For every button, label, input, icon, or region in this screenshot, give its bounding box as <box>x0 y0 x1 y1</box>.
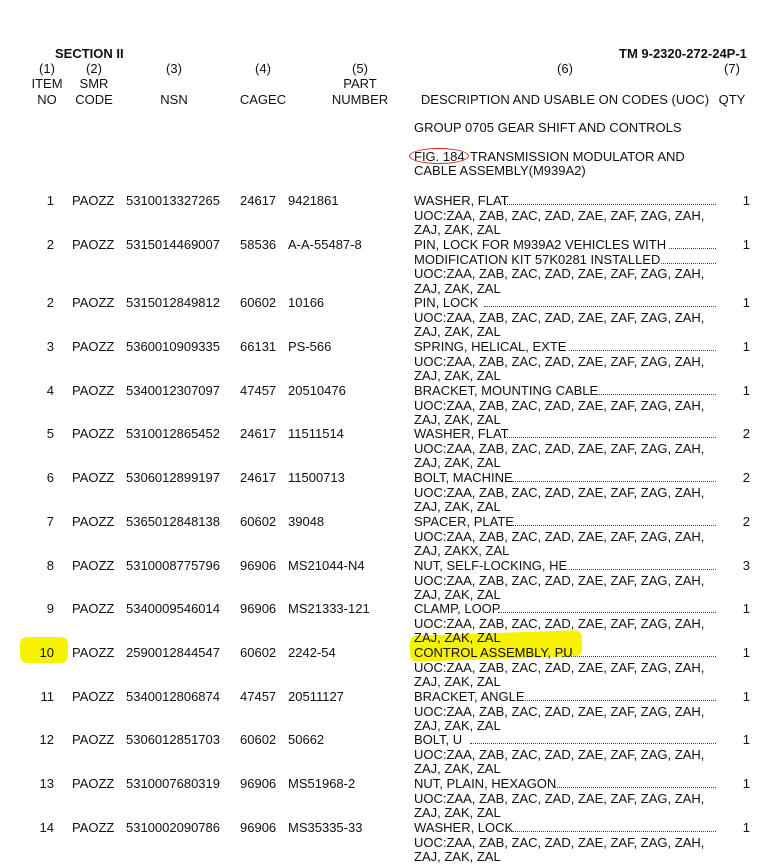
cagec-cell: 58536 <box>240 237 277 252</box>
smr-code-cell: PAOZZ <box>72 601 115 616</box>
description-line: UOC:ZAA, ZAB, ZAC, ZAD, ZAE, ZAF, ZAG, ZAH, <box>414 615 705 631</box>
item-no-cell: 2 <box>46 237 54 252</box>
qty-cell: 1 <box>742 237 750 252</box>
description-line: ZAJ, ZAK, ZAL <box>414 761 501 777</box>
description-line: MODIFICATION KIT 57K0281 INSTALLED <box>414 251 661 267</box>
qty-cell: 1 <box>742 689 750 704</box>
description-cell: PIN, LOCK <box>414 295 479 310</box>
column-label-6-line-2: DESCRIPTION AND USABLE ON CODES (UOC) <box>420 92 710 107</box>
dot-leader <box>505 437 716 438</box>
nsn-cell: 5315012849812 <box>126 295 220 310</box>
description-line: UOC:ZAA, ZAB, ZAC, ZAD, ZAE, ZAF, ZAG, ZAH, <box>414 353 705 369</box>
cagec-cell: 24617 <box>240 426 277 441</box>
column-number-1: (1) <box>39 61 55 76</box>
nsn-cell: 2590012844547 <box>126 645 220 660</box>
dot-leader <box>505 204 716 205</box>
qty-cell: 2 <box>742 426 750 441</box>
description-cell: BOLT, MACHINE <box>414 470 513 485</box>
column-label-4-line-2: CAGEC <box>239 92 287 107</box>
nsn-cell: 5310007680319 <box>126 776 220 791</box>
description-line: ZAJ, ZAK, ZAL <box>414 805 501 821</box>
description-line: ZAJ, ZAKX, ZAL <box>414 543 510 559</box>
smr-code-cell: PAOZZ <box>72 514 115 529</box>
description-line: ZAJ, ZAK, ZAL <box>414 455 501 471</box>
column-number-7: (7) <box>724 61 740 76</box>
cagec-cell: 60602 <box>240 514 277 529</box>
column-label-7-line-2: QTY <box>718 92 746 107</box>
dot-leader <box>661 263 716 264</box>
part-number-cell: 11511514 <box>288 426 344 441</box>
description-line: ZAJ, ZAK, ZAL <box>414 280 501 296</box>
description-line: ZAJ, ZAK, ZAL <box>414 587 501 603</box>
dot-leader <box>505 831 716 832</box>
dot-leader <box>590 394 716 395</box>
smr-code-cell: PAOZZ <box>72 295 115 310</box>
description-line: UOC:ZAA, ZAB, ZAC, ZAD, ZAE, ZAF, ZAG, ZAH, <box>414 207 705 223</box>
part-number-cell: MS35335-33 <box>288 820 363 835</box>
item-no-cell: 2 <box>46 295 54 310</box>
description-line: UOC:ZAA, ZAB, ZAC, ZAD, ZAE, ZAF, ZAG, ZAH, <box>414 572 705 588</box>
description-line: UOC:ZAA, ZAB, ZAC, ZAD, ZAE, ZAF, ZAG, ZAH, <box>414 790 705 806</box>
qty-cell: 1 <box>742 339 750 354</box>
dot-leader <box>562 656 716 657</box>
description-cell: CLAMP, LOOP <box>414 601 501 616</box>
description-cell: NUT, SELF-LOCKING, HE <box>414 558 568 573</box>
description-cell: CONTROL ASSEMBLY, PU <box>414 645 573 660</box>
smr-code-cell: PAOZZ <box>72 426 115 441</box>
description-line: UOC:ZAA, ZAB, ZAC, ZAD, ZAE, ZAF, ZAG, ZAH, <box>414 528 705 544</box>
column-number-3: (3) <box>166 61 182 76</box>
part-number-cell: MS51968-2 <box>288 776 356 791</box>
description-line: UOC:ZAA, ZAB, ZAC, ZAD, ZAE, ZAF, ZAG, ZAH, <box>414 834 705 850</box>
description-line: ZAJ, ZAK, ZAL <box>414 412 501 428</box>
item-no-cell: 1 <box>46 193 54 208</box>
part-number-cell: 50662 <box>288 732 325 747</box>
dot-leader <box>569 350 716 351</box>
description-line: ZAJ, ZAK, ZAL <box>414 849 501 864</box>
item-no-cell: 10 <box>39 645 54 660</box>
column-label-1-line-2: NO <box>37 92 57 107</box>
smr-code-cell: PAOZZ <box>72 776 115 791</box>
qty-cell: 1 <box>742 820 750 835</box>
figure-title-line2: CABLE ASSEMBLY(M939A2) <box>414 163 586 178</box>
description-line: UOC:ZAA, ZAB, ZAC, ZAD, ZAE, ZAF, ZAG, ZAH, <box>414 484 705 500</box>
figure-title-line1: TRANSMISSION MODULATOR AND <box>470 149 685 164</box>
nsn-cell: 5306012851703 <box>126 732 220 747</box>
description-line: ZAJ, ZAK, ZAL <box>414 222 501 238</box>
cagec-cell: 47457 <box>240 383 277 398</box>
part-number-cell: PS-566 <box>288 339 332 354</box>
column-label-1-line-1: ITEM <box>31 76 63 91</box>
column-label-2-line-1: SMR <box>79 76 109 91</box>
part-number-cell: 11500713 <box>288 470 345 485</box>
description-cell: WASHER, FLAT <box>414 426 509 441</box>
column-label-2-line-2: CODE <box>75 92 113 107</box>
description-cell: WASHER, LOCK <box>414 820 514 835</box>
description-line: ZAJ, ZAK, ZAL <box>414 324 501 340</box>
description-line: ZAJ, ZAK, ZAL <box>414 630 501 646</box>
cagec-cell: 66131 <box>240 339 277 354</box>
description-cell: BRACKET, MOUNTING CABLE <box>414 383 599 398</box>
nsn-cell: 5365012848138 <box>126 514 220 529</box>
dot-leader <box>470 743 716 744</box>
smr-code-cell: PAOZZ <box>72 193 115 208</box>
description-line: UOC:ZAA, ZAB, ZAC, ZAD, ZAE, ZAF, ZAG, ZAH, <box>414 309 705 325</box>
tm-number: TM 9-2320-272-24P-1 <box>619 46 747 61</box>
item-no-cell: 4 <box>46 383 54 398</box>
part-number-cell: A-A-55487-8 <box>288 237 362 252</box>
column-label-5-line-2: NUMBER <box>331 92 389 107</box>
qty-cell: 2 <box>742 470 750 485</box>
description-cell: BRACKET, ANGLE <box>414 689 525 704</box>
item-no-cell: 7 <box>46 514 54 529</box>
description-line: ZAJ, ZAK, ZAL <box>414 674 501 690</box>
dot-leader <box>569 569 716 570</box>
dot-leader <box>498 612 716 613</box>
description-line: UOC:ZAA, ZAB, ZAC, ZAD, ZAE, ZAF, ZAG, ZAH, <box>414 746 705 762</box>
part-number-cell: MS21044-N4 <box>288 558 365 573</box>
column-number-4: (4) <box>255 61 271 76</box>
description-line: UOC:ZAA, ZAB, ZAC, ZAD, ZAE, ZAF, ZAG, ZAH, <box>414 266 705 282</box>
column-label-5-line-1: PART <box>343 76 377 91</box>
smr-code-cell: PAOZZ <box>72 558 115 573</box>
nsn-cell: 5360010909335 <box>126 339 220 354</box>
part-number-cell: MS21333-121 <box>288 601 370 616</box>
item-no-cell: 6 <box>46 470 54 485</box>
dot-leader <box>519 700 716 701</box>
dot-leader <box>484 306 716 307</box>
part-number-cell: 20510476 <box>288 383 346 398</box>
part-number-cell: 20511127 <box>288 689 344 704</box>
nsn-cell: 5310002090786 <box>126 820 220 835</box>
figure-label: FIG. 184 <box>414 149 465 164</box>
column-number-2: (2) <box>86 61 102 76</box>
dot-leader <box>512 481 716 482</box>
cagec-cell: 60602 <box>240 732 277 747</box>
item-no-cell: 11 <box>40 689 54 704</box>
column-number-5: (5) <box>352 61 368 76</box>
smr-code-cell: PAOZZ <box>72 383 115 398</box>
description-cell: PIN, LOCK FOR M939A2 VEHICLES WITH <box>414 237 667 252</box>
smr-code-cell: PAOZZ <box>72 820 115 835</box>
description-cell: WASHER, FLAT <box>414 193 509 208</box>
cagec-cell: 60602 <box>240 645 277 660</box>
part-number-cell: 39048 <box>288 514 325 529</box>
cagec-cell: 96906 <box>240 601 277 616</box>
item-no-cell: 3 <box>46 339 54 354</box>
cagec-cell: 96906 <box>240 820 277 835</box>
dot-leader <box>669 248 717 249</box>
nsn-cell: 5310008775796 <box>126 558 220 573</box>
item-no-cell: 12 <box>39 732 54 747</box>
column-number-6: (6) <box>557 61 573 76</box>
description-cell: SPACER, PLATE <box>414 514 514 529</box>
cagec-cell: 24617 <box>240 193 277 208</box>
description-cell: BOLT, U <box>414 732 463 747</box>
cagec-cell: 60602 <box>240 295 277 310</box>
qty-cell: 1 <box>742 295 750 310</box>
description-line: UOC:ZAA, ZAB, ZAC, ZAD, ZAE, ZAF, ZAG, ZAH, <box>414 703 705 719</box>
qty-cell: 2 <box>742 514 750 529</box>
qty-cell: 1 <box>742 776 750 791</box>
smr-code-cell: PAOZZ <box>72 339 115 354</box>
cagec-cell: 96906 <box>240 776 277 791</box>
nsn-cell: 5340009546014 <box>126 601 220 616</box>
qty-cell: 1 <box>742 732 750 747</box>
qty-cell: 1 <box>742 601 750 616</box>
description-line: UOC:ZAA, ZAB, ZAC, ZAD, ZAE, ZAF, ZAG, ZAH, <box>414 440 705 456</box>
description-line: ZAJ, ZAK, ZAL <box>414 718 501 734</box>
qty-cell: 1 <box>742 193 750 208</box>
nsn-cell: 5306012899197 <box>126 470 220 485</box>
smr-code-cell: PAOZZ <box>72 732 115 747</box>
item-no-cell: 13 <box>39 776 54 791</box>
nsn-cell: 5340012307097 <box>126 383 220 398</box>
nsn-cell: 5340012806874 <box>126 689 220 704</box>
cagec-cell: 47457 <box>240 689 277 704</box>
item-no-cell: 9 <box>46 601 54 616</box>
description-cell: SPRING, HELICAL, EXTE <box>414 339 567 354</box>
figure-circle-mark <box>409 148 469 164</box>
smr-code-cell: PAOZZ <box>72 237 115 252</box>
description-line: ZAJ, ZAK, ZAL <box>414 368 501 384</box>
part-number-cell: 10166 <box>288 295 325 310</box>
qty-cell: 1 <box>742 645 750 660</box>
section-title: SECTION II <box>55 46 124 61</box>
qty-cell: 3 <box>742 558 750 573</box>
description-line: ZAJ, ZAK, ZAL <box>414 499 501 515</box>
qty-cell: 1 <box>742 383 750 398</box>
description-line: UOC:ZAA, ZAB, ZAC, ZAD, ZAE, ZAF, ZAG, ZAH, <box>414 659 705 675</box>
part-number-cell: 2242-54 <box>288 645 336 660</box>
column-label-3-line-2: NSN <box>160 92 188 107</box>
dot-leader <box>555 787 716 788</box>
description-cell: NUT, PLAIN, HEXAGON <box>414 776 557 791</box>
smr-code-cell: PAOZZ <box>72 689 115 704</box>
smr-code-cell: PAOZZ <box>72 645 115 660</box>
nsn-cell: 5310013327265 <box>126 193 220 208</box>
group-title: GROUP 0705 GEAR SHIFT AND CONTROLS <box>414 120 682 135</box>
item-no-cell: 5 <box>46 426 54 441</box>
cagec-cell: 96906 <box>240 558 277 573</box>
nsn-cell: 5310012865452 <box>126 426 220 441</box>
description-line: UOC:ZAA, ZAB, ZAC, ZAD, ZAE, ZAF, ZAG, ZAH, <box>414 397 705 413</box>
smr-code-cell: PAOZZ <box>72 470 115 485</box>
cagec-cell: 24617 <box>240 470 277 485</box>
item-no-cell: 14 <box>39 820 54 835</box>
item-no-cell: 8 <box>46 558 54 573</box>
dot-leader <box>512 525 716 526</box>
nsn-cell: 5315014469007 <box>126 237 220 252</box>
part-number-cell: 9421861 <box>288 193 339 208</box>
